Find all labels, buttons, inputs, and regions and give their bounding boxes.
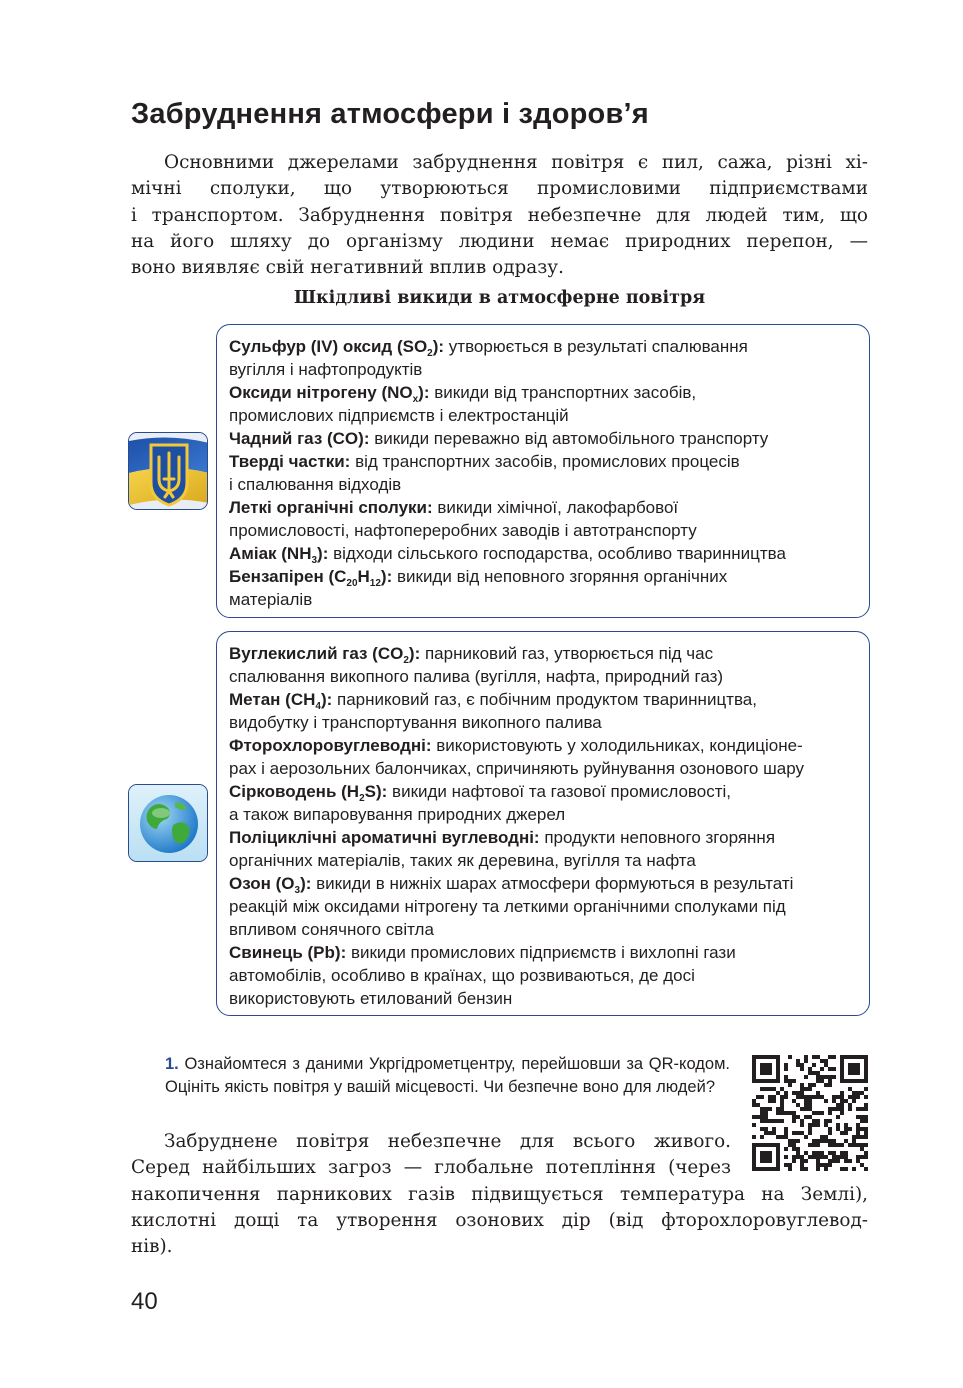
emission-entry: Сульфур (IV) оксид $(SO_2)$: утворюється в результаті спалювання: [229, 337, 748, 359]
closing-paragraph: [131, 1129, 868, 1260]
intro-line: воно виявляє свій негативний вплив одразу.: [131, 257, 564, 279]
emission-entry-cont: впливом сонячного світла: [229, 920, 434, 939]
emission-entry-cont: промисловості, нафтопереробних заводів і автотранспорту: [229, 521, 697, 540]
emission-entry: Оксиди нітрогену $(NO_x)$: викиди від транспортних засобів,: [229, 383, 697, 405]
emission-entry: Чадний газ (CO): викиди переважно від автомобільного транспорту: [229, 429, 769, 448]
emission-entry-cont: використовують етилований бензин: [229, 989, 513, 1008]
emission-entry-cont: матеріалів: [229, 590, 313, 609]
ukraine-coat-of-arms-icon: [128, 432, 208, 510]
emission-entry: Метан $(CH_4)$: парниковий газ, є побічним продуктом тваринництва,: [229, 690, 757, 712]
intro-line: і транспортом. Забруднення повітря небезпечне для людей тим, що: [131, 204, 868, 226]
emission-entry-cont: і спалювання відходів: [229, 475, 402, 494]
emission-entry: Фторохлоровуглеводні: використовують у холодильниках, кондиціоне-: [229, 736, 803, 755]
intro-line: мічні сполуки, що утворюються промисловими підприємствами: [131, 178, 868, 200]
emission-entry-cont: вугілля і нафтопродуктів: [229, 360, 423, 379]
intro-paragraph: [131, 150, 868, 281]
emission-entry-cont: автомобілів, особливо в країнах, що розвиваються, де досі: [229, 966, 695, 985]
emission-entry: Сірководень $(H_2S)$: викиди нафтової та газової промисловості,: [229, 782, 731, 804]
emission-entry: Тверді частки: від транспортних засобів, промислових процесів: [229, 452, 740, 471]
emission-entry-cont: реакцій між оксидами нітрогену та леткими органічними сполуками під: [229, 897, 786, 916]
closing-line: нів).: [131, 1236, 173, 1258]
emission-entry-cont: промислових підприємств і електростанцій: [229, 406, 569, 425]
emission-entry-cont: спалювання викопного палива (вугілля, нафта, природний газ): [229, 667, 724, 686]
emission-entry: Вуглекислий газ $(CO_2)$: парниковий газ, утворюється під час: [229, 644, 714, 666]
page-title: Забруднення атмосфери і здоров’я: [131, 98, 649, 130]
task-text: Ознайомтеся з даними Укргідрометцентру, перейшовши за QR-кодом. Оцініть якість повітря у вашій місцевості. Чи безпечне воно для людей?: [165, 1055, 730, 1096]
emission-entry-cont: рах і аерозольних балончиках, спричиняють руйнування озонового шару: [229, 759, 804, 778]
closing-line: накопичення парникових газів підвищується температура на Землі),: [131, 1183, 868, 1205]
emission-entry: Леткі органічні сполуки: викиди хімічної, лакофарбової: [229, 498, 679, 517]
intro-line: Основними джерелами забруднення повітря є пил, сажа, різні хі-: [164, 152, 868, 173]
closing-line: кислотні дощі та утворення озонових дір (від фторохлоровуглевод-: [131, 1209, 868, 1231]
emission-entry-cont: органічних матеріалів, таких як деревина, вугілля та нафта: [229, 851, 696, 870]
section-subheading: Шкідливі викиди в атмосферне повітря: [293, 288, 706, 308]
earth-globe-icon: [128, 784, 208, 862]
task-number: 1.: [165, 1055, 179, 1073]
task-1: [165, 1053, 730, 1098]
emission-entry-cont: видобутку і транспортування викопного палива: [229, 713, 602, 732]
emission-entry-cont: а також випаровування природних джерел: [229, 805, 566, 824]
closing-line: Серед найбільших загроз — глобальне потепління (через: [131, 1157, 731, 1179]
intro-line: на його шляху до організму людини немає природних перепон, —: [131, 230, 868, 252]
emissions-box-2: [216, 631, 870, 1016]
emission-entry: Бензапірен $(C_{20}H_{12})$: викиди від неповного згоряння органічних: [229, 567, 728, 589]
emission-entry: Свинець (Pb): викиди промислових підприємств і вихлопні гази: [229, 943, 736, 962]
emission-entry: Аміак $(NH_3)$: відходи сільського господарства, особливо тваринництва: [229, 544, 786, 566]
emissions-box-1: [216, 324, 870, 618]
emission-entry: Поліциклічні ароматичні вуглеводні: продукти неповного згоряння: [229, 828, 776, 847]
closing-line: Забруднене повітря небезпечне для всього живого.: [164, 1131, 731, 1152]
emission-entry: Озон $(O_3)$: викиди в нижніх шарах атмосфери формуються в результаті: [229, 874, 794, 896]
page-number: 40: [131, 1288, 158, 1315]
